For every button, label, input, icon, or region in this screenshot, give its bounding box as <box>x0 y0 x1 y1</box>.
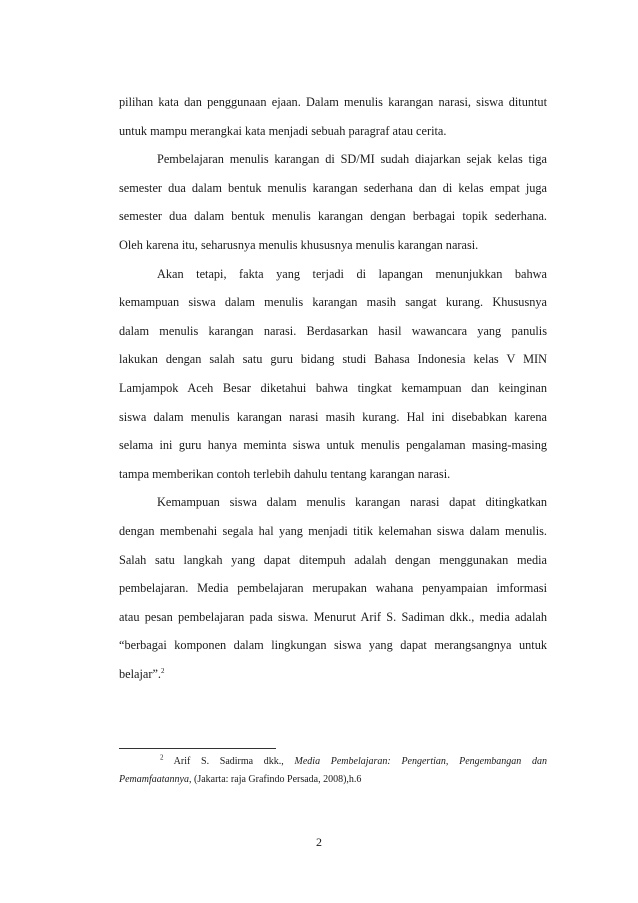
text-line: semester dua dalam bentuk menulis karangan sederhana dan di kelas empat juga <box>119 180 547 195</box>
text-line: Lamjampok Aceh Besar diketahui bahwa tingkat kemampuan dan keinginan <box>119 380 547 395</box>
text-line: Oleh karena itu, seharusnya menulis khususnya menulis karangan narasi. <box>119 237 479 252</box>
footnote <box>119 753 547 789</box>
text-line: semester dua dalam bentuk menulis karangan dengan berbagai topik sederhana. <box>119 209 547 224</box>
footnote-reference: 2 <box>160 666 165 675</box>
text-line: dalam menulis karangan narasi. Berdasarkan hasil wawancara yang panulis <box>119 323 547 338</box>
text-line: “berbagai komponen dalam lingkungan siswa yang dapat merangsangnya untuk <box>119 638 547 653</box>
footnote-title: Media Pembelajaran: Pengertian, Pengembangan dan <box>294 756 547 767</box>
text-line: untuk mampu merangkai kata menjadi sebuah paragraf atau cerita. <box>119 123 447 138</box>
footnote-authors: Arif S. Sadirma dkk., <box>173 756 284 767</box>
footnote-line <box>119 753 547 771</box>
body-text <box>119 88 547 688</box>
text-line-with-footnote-ref <box>119 660 547 689</box>
text-line: Salah satu langkah yang dapat ditempuh adalah dengan menggunakan media <box>119 552 547 567</box>
text-line: siswa dalam menulis karangan narasi masih kurang. Hal ini disebabkan karena <box>119 409 547 424</box>
text-line: kemampuan siswa dalam menulis karangan masih sangat kurang. Khususnya <box>119 295 547 310</box>
footnote-separator <box>119 748 276 749</box>
text-line: Akan tetapi, fakta yang terjadi di lapangan menunjukkan bahwa <box>157 266 547 281</box>
text-line: pilihan kata dan penggunaan ejaan. Dalam menulis karangan narasi, siswa dituntut <box>119 95 547 109</box>
text-line: selama ini guru hanya meminta siswa untuk menulis pengalaman masing-masing <box>119 438 547 453</box>
footnote-publication: , (Jakarta: raja Grafindo Persada, 2008),h.6 <box>189 774 362 785</box>
footnote-title-continued: Pemamfaatannya <box>119 774 189 785</box>
footnote-number: 2 <box>160 753 164 762</box>
text-line: Pembelajaran menulis karangan di SD/MI sudah diajarkan sejak kelas tiga <box>157 152 547 167</box>
text-line: lakukan dengan salah satu guru bidang studi Bahasa Indonesia kelas V MIN <box>119 352 547 367</box>
text-line: tampa memberikan contoh terlebih dahulu tentang karangan narasi. <box>119 466 451 481</box>
text-line: Kemampuan siswa dalam menulis karangan narasi dapat ditingkatkan <box>157 495 547 510</box>
text-segment: belajar”. <box>119 666 161 681</box>
footnote-line <box>119 771 547 789</box>
page-number: 2 <box>316 835 322 849</box>
text-line: dengan membenahi segala hal yang menjadi titik kelemahan siswa dalam menulis. <box>119 523 547 538</box>
text-line: atau pesan pembelajaran pada siswa. Menurut Arif S. Sadiman dkk., media adalah <box>119 609 547 624</box>
text-line: pembelajaran. Media pembelajaran merupakan wahana penyampaian imformasi <box>119 581 547 596</box>
